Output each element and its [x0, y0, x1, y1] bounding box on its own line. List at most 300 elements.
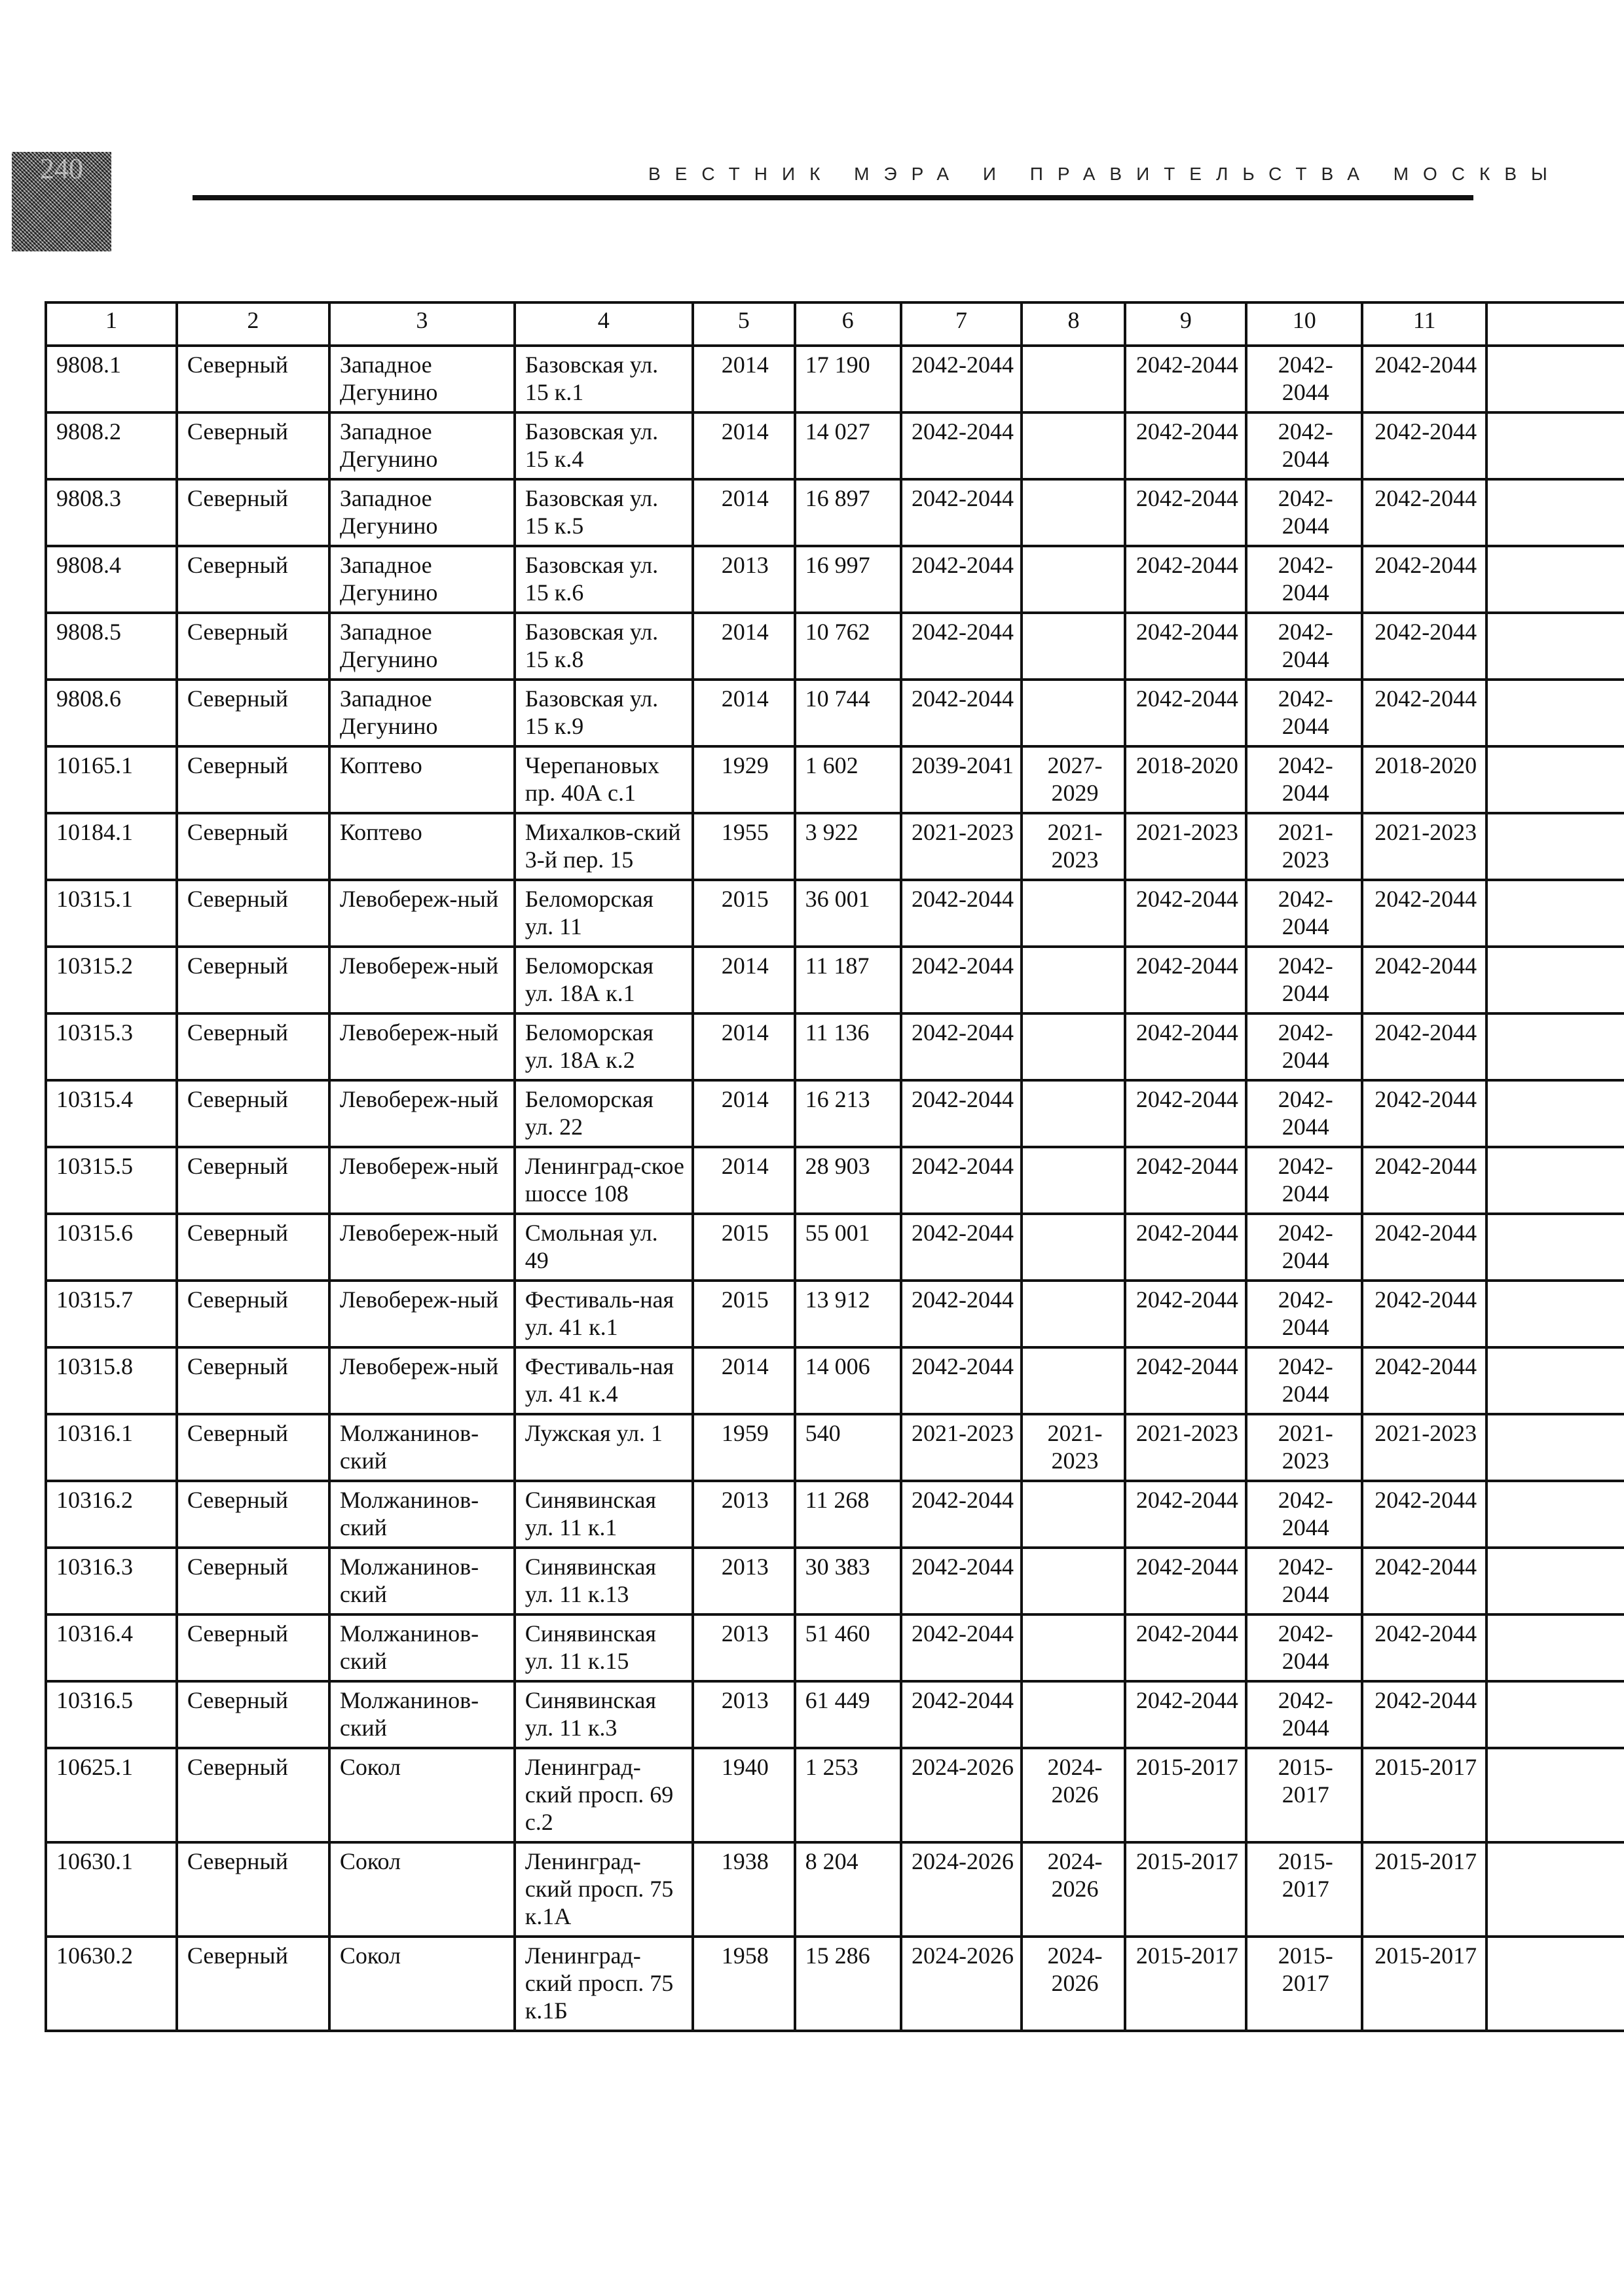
cell-area: 30 383	[795, 1548, 901, 1614]
cell-period	[1022, 412, 1125, 479]
cell-number: 9808.4	[46, 546, 177, 613]
cell-extra	[1486, 746, 1624, 813]
header-rule	[193, 195, 1473, 200]
cell-period: 2042-2044	[1362, 680, 1486, 746]
cell-period: 2021-2023	[1022, 813, 1125, 880]
cell-period: 2042-2044	[1246, 613, 1362, 680]
cell-district: Сокол	[329, 1748, 515, 1842]
cell-district: Левобереж-ный	[329, 1080, 515, 1147]
cell-period: 2042-2044	[901, 1013, 1022, 1080]
cell-period: 2042-2044	[1362, 880, 1486, 947]
cell-year: 2013	[693, 546, 795, 613]
cell-period	[1022, 546, 1125, 613]
column-header: 3	[329, 302, 515, 346]
cell-year: 2014	[693, 1347, 795, 1414]
cell-address: Михалков-ский 3-й пер. 15	[515, 813, 693, 880]
cell-period: 2027-2029	[1022, 746, 1125, 813]
table-row	[46, 412, 1624, 479]
cell-number: 10315.2	[46, 947, 177, 1013]
cell-okrug: Северный	[177, 1842, 329, 1937]
data-table	[45, 301, 1624, 2032]
column-header: 9	[1125, 302, 1246, 346]
cell-year: 1955	[693, 813, 795, 880]
cell-period: 2042-2044	[1362, 1214, 1486, 1281]
cell-okrug: Северный	[177, 1347, 329, 1414]
cell-period: 2015-2017	[1246, 1842, 1362, 1937]
cell-period: 2042-2044	[901, 880, 1022, 947]
cell-district: Левобереж-ный	[329, 1214, 515, 1281]
cell-period: 2021-2023	[1125, 813, 1246, 880]
cell-period: 2042-2044	[901, 546, 1022, 613]
cell-extra	[1486, 1842, 1624, 1937]
cell-area: 15 286	[795, 1937, 901, 2031]
cell-year: 2014	[693, 680, 795, 746]
cell-period	[1022, 1080, 1125, 1147]
cell-extra	[1486, 1147, 1624, 1214]
column-header: 4	[515, 302, 693, 346]
cell-year: 2014	[693, 479, 795, 546]
table-row	[46, 546, 1624, 613]
cell-extra	[1486, 947, 1624, 1013]
cell-period: 2021-2023	[1022, 1414, 1125, 1481]
table-row	[46, 1614, 1624, 1681]
cell-period: 2042-2044	[901, 1214, 1022, 1281]
cell-area: 36 001	[795, 880, 901, 947]
table-row	[46, 1481, 1624, 1548]
cell-number: 10315.8	[46, 1347, 177, 1414]
cell-year: 2014	[693, 1080, 795, 1147]
cell-period	[1022, 1347, 1125, 1414]
cell-period: 2042-2044	[1362, 479, 1486, 546]
table-row	[46, 1414, 1624, 1481]
cell-period: 2042-2044	[901, 346, 1022, 412]
cell-district: Западное Дегунино	[329, 412, 515, 479]
cell-period: 2042-2044	[1362, 1080, 1486, 1147]
cell-okrug: Северный	[177, 1013, 329, 1080]
cell-okrug: Северный	[177, 1748, 329, 1842]
cell-address: Синявинская ул. 11 к.13	[515, 1548, 693, 1614]
table-row	[46, 947, 1624, 1013]
table-row	[46, 1080, 1624, 1147]
cell-area: 540	[795, 1414, 901, 1481]
cell-address: Беломорская ул. 18А к.1	[515, 947, 693, 1013]
cell-number: 10630.2	[46, 1937, 177, 2031]
cell-period: 2042-2044	[1246, 1347, 1362, 1414]
cell-period: 2018-2020	[1125, 746, 1246, 813]
cell-period	[1022, 1281, 1125, 1347]
cell-district: Левобереж-ный	[329, 1281, 515, 1347]
cell-period: 2042-2044	[901, 1481, 1022, 1548]
cell-period: 2042-2044	[1125, 1548, 1246, 1614]
cell-period: 2015-2017	[1125, 1842, 1246, 1937]
table-row	[46, 1147, 1624, 1214]
cell-address: Ленинград-ский просп. 75 к.1Б	[515, 1937, 693, 2031]
cell-period: 2018-2020	[1362, 746, 1486, 813]
cell-district: Левобереж-ный	[329, 1347, 515, 1414]
cell-number: 9808.5	[46, 613, 177, 680]
cell-year: 1938	[693, 1842, 795, 1937]
cell-period: 2015-2017	[1362, 1748, 1486, 1842]
cell-year: 1929	[693, 746, 795, 813]
column-header: 11	[1362, 302, 1486, 346]
cell-period: 2024-2026	[901, 1937, 1022, 2031]
column-header: 6	[795, 302, 901, 346]
table-row	[46, 1748, 1624, 1842]
table-row	[46, 1548, 1624, 1614]
cell-period: 2042-2044	[1246, 412, 1362, 479]
cell-period: 2015-2017	[1125, 1937, 1246, 2031]
cell-extra	[1486, 1681, 1624, 1748]
cell-extra	[1486, 1414, 1624, 1481]
cell-address: Базовская ул. 15 к.8	[515, 613, 693, 680]
cell-period	[1022, 613, 1125, 680]
cell-district: Западное Дегунино	[329, 613, 515, 680]
cell-number: 10315.7	[46, 1281, 177, 1347]
cell-number: 9808.6	[46, 680, 177, 746]
cell-period: 2042-2044	[1246, 1481, 1362, 1548]
cell-okrug: Северный	[177, 346, 329, 412]
table-row	[46, 1281, 1624, 1347]
cell-period: 2024-2026	[1022, 1748, 1125, 1842]
cell-period: 2042-2044	[1125, 880, 1246, 947]
cell-number: 10165.1	[46, 746, 177, 813]
cell-district: Левобереж-ный	[329, 880, 515, 947]
cell-year: 2014	[693, 613, 795, 680]
cell-period: 2042-2044	[901, 1614, 1022, 1681]
cell-period: 2042-2044	[1125, 1214, 1246, 1281]
cell-period: 2042-2044	[1246, 1080, 1362, 1147]
cell-address: Синявинская ул. 11 к.15	[515, 1614, 693, 1681]
cell-period: 2042-2044	[901, 1548, 1022, 1614]
cell-period: 2021-2023	[1246, 1414, 1362, 1481]
cell-district: Молжанинов-ский	[329, 1681, 515, 1748]
cell-number: 9808.1	[46, 346, 177, 412]
column-header: 5	[693, 302, 795, 346]
cell-okrug: Северный	[177, 546, 329, 613]
cell-period: 2015-2017	[1362, 1842, 1486, 1937]
cell-period: 2042-2044	[1362, 947, 1486, 1013]
page-number-stamp	[12, 152, 111, 251]
cell-period	[1022, 346, 1125, 412]
cell-period: 2042-2044	[901, 1281, 1022, 1347]
cell-year: 2015	[693, 880, 795, 947]
cell-address: Черепановых пр. 40А с.1	[515, 746, 693, 813]
table-row	[46, 746, 1624, 813]
journal-title: ВЕСТНИК МЭРА И ПРАВИТЕЛЬСТВА МОСКВЫ	[648, 164, 1562, 184]
cell-area: 10 744	[795, 680, 901, 746]
cell-period: 2042-2044	[1246, 1281, 1362, 1347]
cell-district: Сокол	[329, 1842, 515, 1937]
cell-period	[1022, 1481, 1125, 1548]
table-row	[46, 613, 1624, 680]
cell-okrug: Северный	[177, 613, 329, 680]
cell-number: 10625.1	[46, 1748, 177, 1842]
cell-address: Беломорская ул. 18А к.2	[515, 1013, 693, 1080]
cell-period: 2042-2044	[901, 1681, 1022, 1748]
cell-period: 2042-2044	[901, 479, 1022, 546]
cell-period: 2042-2044	[1246, 546, 1362, 613]
table-row	[46, 813, 1624, 880]
cell-period: 2024-2026	[1022, 1937, 1125, 2031]
cell-year: 2014	[693, 412, 795, 479]
cell-address: Синявинская ул. 11 к.1	[515, 1481, 693, 1548]
cell-period: 2021-2023	[1362, 1414, 1486, 1481]
cell-period: 2042-2044	[1362, 1281, 1486, 1347]
cell-extra	[1486, 1347, 1624, 1414]
cell-period: 2042-2044	[1362, 1347, 1486, 1414]
cell-area: 17 190	[795, 346, 901, 412]
cell-period: 2042-2044	[1246, 947, 1362, 1013]
cell-number: 10316.5	[46, 1681, 177, 1748]
cell-period: 2042-2044	[1246, 880, 1362, 947]
cell-area: 11 136	[795, 1013, 901, 1080]
cell-extra	[1486, 479, 1624, 546]
cell-period: 2042-2044	[1362, 1147, 1486, 1214]
cell-area: 51 460	[795, 1614, 901, 1681]
cell-district: Левобереж-ный	[329, 947, 515, 1013]
cell-period: 2042-2044	[1362, 546, 1486, 613]
cell-period: 2042-2044	[1125, 546, 1246, 613]
cell-year: 1958	[693, 1937, 795, 2031]
cell-okrug: Северный	[177, 1614, 329, 1681]
cell-area: 3 922	[795, 813, 901, 880]
cell-area: 13 912	[795, 1281, 901, 1347]
cell-year: 2014	[693, 1013, 795, 1080]
cell-extra	[1486, 546, 1624, 613]
cell-period: 2042-2044	[1246, 1147, 1362, 1214]
cell-area: 55 001	[795, 1214, 901, 1281]
cell-period: 2042-2044	[1362, 346, 1486, 412]
cell-period: 2042-2044	[1362, 412, 1486, 479]
cell-number: 10315.6	[46, 1214, 177, 1281]
cell-period: 2042-2044	[1246, 1013, 1362, 1080]
cell-period: 2042-2044	[901, 412, 1022, 479]
cell-period: 2042-2044	[1246, 1681, 1362, 1748]
cell-period: 2021-2023	[901, 813, 1022, 880]
cell-okrug: Северный	[177, 412, 329, 479]
cell-area: 14 027	[795, 412, 901, 479]
cell-number: 10315.3	[46, 1013, 177, 1080]
cell-address: Ленинград-ский просп. 75 к.1А	[515, 1842, 693, 1937]
cell-okrug: Северный	[177, 1681, 329, 1748]
cell-extra	[1486, 813, 1624, 880]
cell-number: 10184.1	[46, 813, 177, 880]
table-row	[46, 346, 1624, 412]
cell-number: 10315.1	[46, 880, 177, 947]
cell-year: 1959	[693, 1414, 795, 1481]
cell-year: 2015	[693, 1214, 795, 1281]
cell-area: 11 187	[795, 947, 901, 1013]
cell-okrug: Северный	[177, 1414, 329, 1481]
cell-period	[1022, 479, 1125, 546]
cell-year: 2015	[693, 1281, 795, 1347]
cell-period: 2021-2023	[1125, 1414, 1246, 1481]
cell-extra	[1486, 1548, 1624, 1614]
cell-address: Фестиваль-ная ул. 41 к.4	[515, 1347, 693, 1414]
cell-district: Молжанинов-ский	[329, 1614, 515, 1681]
table-row	[46, 880, 1624, 947]
cell-period: 2042-2044	[901, 947, 1022, 1013]
cell-period: 2042-2044	[1125, 1147, 1246, 1214]
cell-extra	[1486, 1214, 1624, 1281]
cell-okrug: Северный	[177, 947, 329, 1013]
cell-period: 2042-2044	[1125, 1614, 1246, 1681]
cell-period: 2042-2044	[1246, 1214, 1362, 1281]
cell-address: Ленинград-ское шоссе 108	[515, 1147, 693, 1214]
cell-period: 2042-2044	[1246, 680, 1362, 746]
cell-address: Беломорская ул. 11	[515, 880, 693, 947]
cell-extra	[1486, 1937, 1624, 2031]
cell-period: 2015-2017	[1362, 1937, 1486, 2031]
cell-address: Базовская ул. 15 к.9	[515, 680, 693, 746]
cell-period: 2042-2044	[1246, 1548, 1362, 1614]
cell-period	[1022, 680, 1125, 746]
cell-okrug: Северный	[177, 813, 329, 880]
table-header-row	[46, 302, 1624, 346]
cell-period: 2021-2023	[901, 1414, 1022, 1481]
cell-area: 11 268	[795, 1481, 901, 1548]
column-header: 10	[1246, 302, 1362, 346]
cell-period: 2042-2044	[1125, 680, 1246, 746]
cell-address: Беломорская ул. 22	[515, 1080, 693, 1147]
cell-area: 16 213	[795, 1080, 901, 1147]
cell-extra	[1486, 680, 1624, 746]
cell-area: 1 253	[795, 1748, 901, 1842]
cell-district: Коптево	[329, 813, 515, 880]
cell-period: 2042-2044	[1125, 412, 1246, 479]
column-header: 7	[901, 302, 1022, 346]
cell-district: Западное Дегунино	[329, 680, 515, 746]
cell-district: Западное Дегунино	[329, 546, 515, 613]
cell-period	[1022, 880, 1125, 947]
cell-period: 2042-2044	[1246, 746, 1362, 813]
cell-okrug: Северный	[177, 1548, 329, 1614]
cell-extra	[1486, 346, 1624, 412]
cell-period: 2042-2044	[1125, 1681, 1246, 1748]
cell-okrug: Северный	[177, 1481, 329, 1548]
cell-area: 16 897	[795, 479, 901, 546]
cell-area: 8 204	[795, 1842, 901, 1937]
column-header: 2	[177, 302, 329, 346]
table-row	[46, 1013, 1624, 1080]
cell-period: 2042-2044	[1246, 346, 1362, 412]
cell-address: Смольная ул. 49	[515, 1214, 693, 1281]
cell-district: Западное Дегунино	[329, 479, 515, 546]
cell-area: 16 997	[795, 546, 901, 613]
cell-period: 2024-2026	[901, 1842, 1022, 1937]
cell-okrug: Северный	[177, 680, 329, 746]
table-row	[46, 1214, 1624, 1281]
cell-district: Левобереж-ный	[329, 1147, 515, 1214]
cell-area: 61 449	[795, 1681, 901, 1748]
cell-period: 2042-2044	[1125, 947, 1246, 1013]
cell-extra	[1486, 1481, 1624, 1548]
cell-extra	[1486, 1614, 1624, 1681]
cell-extra	[1486, 1281, 1624, 1347]
cell-period: 2042-2044	[1362, 1614, 1486, 1681]
cell-period: 2024-2026	[901, 1748, 1022, 1842]
cell-district: Молжанинов-ский	[329, 1548, 515, 1614]
cell-okrug: Северный	[177, 1214, 329, 1281]
cell-year: 2013	[693, 1614, 795, 1681]
cell-period: 2042-2044	[1125, 479, 1246, 546]
cell-period: 2015-2017	[1246, 1937, 1362, 2031]
cell-okrug: Северный	[177, 479, 329, 546]
cell-period: 2042-2044	[901, 613, 1022, 680]
cell-year: 2013	[693, 1548, 795, 1614]
cell-period	[1022, 1548, 1125, 1614]
cell-number: 10316.3	[46, 1548, 177, 1614]
table-body	[46, 346, 1624, 2031]
table-row	[46, 1347, 1624, 1414]
cell-district: Западное Дегунино	[329, 346, 515, 412]
cell-period	[1022, 1214, 1125, 1281]
cell-district: Левобереж-ный	[329, 1013, 515, 1080]
cell-period: 2042-2044	[1125, 1281, 1246, 1347]
cell-period: 2042-2044	[1125, 1481, 1246, 1548]
cell-year: 2014	[693, 346, 795, 412]
cell-address: Синявинская ул. 11 к.3	[515, 1681, 693, 1748]
cell-address: Базовская ул. 15 к.6	[515, 546, 693, 613]
cell-period	[1022, 1681, 1125, 1748]
cell-period: 2042-2044	[1246, 479, 1362, 546]
cell-period: 2042-2044	[1362, 1548, 1486, 1614]
cell-period: 2015-2017	[1246, 1748, 1362, 1842]
column-header: 8	[1022, 302, 1125, 346]
cell-period: 2042-2044	[1125, 613, 1246, 680]
column-header-extra	[1486, 302, 1624, 346]
cell-year: 2013	[693, 1481, 795, 1548]
cell-period: 2042-2044	[901, 680, 1022, 746]
cell-period: 2042-2044	[1125, 1080, 1246, 1147]
cell-number: 10316.1	[46, 1414, 177, 1481]
cell-address: Фестиваль-ная ул. 41 к.1	[515, 1281, 693, 1347]
cell-extra	[1486, 613, 1624, 680]
cell-period: 2042-2044	[1125, 1013, 1246, 1080]
cell-okrug: Северный	[177, 1147, 329, 1214]
cell-period: 2024-2026	[1022, 1842, 1125, 1937]
cell-year: 2014	[693, 1147, 795, 1214]
cell-extra	[1486, 1013, 1624, 1080]
cell-number: 9808.2	[46, 412, 177, 479]
cell-year: 2014	[693, 947, 795, 1013]
cell-number: 10316.2	[46, 1481, 177, 1548]
cell-year: 1940	[693, 1748, 795, 1842]
table-row	[46, 1842, 1624, 1937]
cell-address: Ленинград-ский просп. 69 с.2	[515, 1748, 693, 1842]
column-header: 1	[46, 302, 177, 346]
cell-number: 10315.5	[46, 1147, 177, 1214]
cell-period: 2039-2041	[901, 746, 1022, 813]
cell-period: 2021-2023	[1246, 813, 1362, 880]
cell-address: Лужская ул. 1	[515, 1414, 693, 1481]
cell-extra	[1486, 880, 1624, 947]
cell-number: 10315.4	[46, 1080, 177, 1147]
cell-area: 14 006	[795, 1347, 901, 1414]
cell-okrug: Северный	[177, 1937, 329, 2031]
table-row	[46, 1681, 1624, 1748]
cell-district: Молжанинов-ский	[329, 1414, 515, 1481]
cell-period	[1022, 1147, 1125, 1214]
table-row	[46, 680, 1624, 746]
cell-address: Базовская ул. 15 к.1	[515, 346, 693, 412]
cell-extra	[1486, 1080, 1624, 1147]
cell-period	[1022, 947, 1125, 1013]
cell-number: 9808.3	[46, 479, 177, 546]
cell-number: 10316.4	[46, 1614, 177, 1681]
cell-period: 2042-2044	[1125, 1347, 1246, 1414]
cell-period	[1022, 1013, 1125, 1080]
